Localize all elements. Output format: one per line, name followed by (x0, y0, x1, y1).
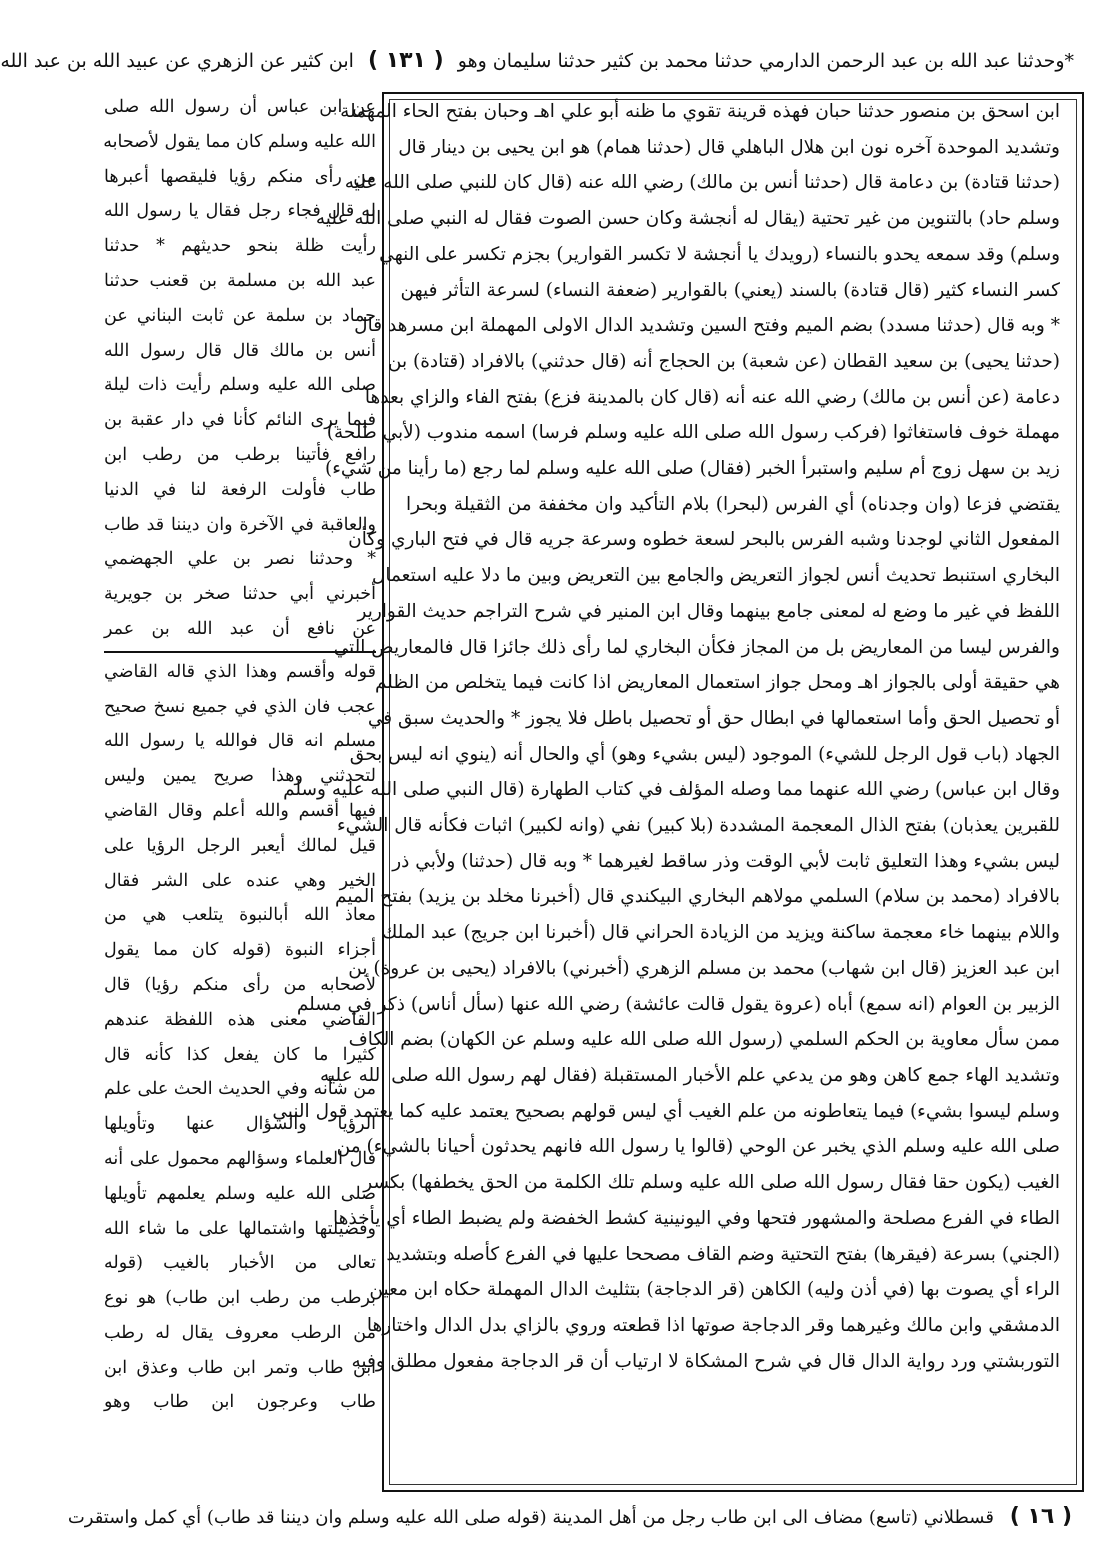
text-line: (حدثنا يحيى) بن سعيد القطان (عن شعبة) بن الحجاج أنه (قال حدثني) بالافراد (قتادة) بن (387, 350, 1060, 372)
text-line: (حدثنا قتادة) بن دعامة قال (حدثنا أنس بن مالك) رضي الله عنه (قال كان للنبي صلى الله عليه (344, 172, 1060, 194)
header-text-right: *وحدثنا عبد الله بن عبد الرحمن الدارمي حدثنا محمد بن كثير حدثنا سليمان وهو (457, 50, 1074, 72)
text-line: له قال فجاء رجل فقال يا رسول الله (104, 201, 376, 222)
header-page-number: ( ١٣١ ) (367, 48, 444, 73)
text-line: الطاء في الفرع مصلحة والمشهور فتحها وفي اليونينية كشط الخفضة ولم يضبط الطاء أي يأخذها (333, 1207, 1060, 1229)
text-line: واللام بينهما خاء معجمة ساكنة ويزيد من الزيادة الحراني قال (أخبرنا ابن جريج) عبد الملك (382, 922, 1060, 944)
text-line: وسلم حاد) بالتنوين من غير تحتية (يقال له أنجشة وكان حسن الصوت فقال له النبي صلى الله عليه (315, 208, 1060, 230)
text-line: * وحدثنا نصر بن علي الجهضمي (104, 549, 376, 570)
text-line: عن نافع أن عبد الله بن عمر (104, 618, 376, 639)
text-line: لتحدثني وهذا صريح يمين وليس (104, 766, 376, 787)
text-line: معاذ الله أبالنبوة يتلعب هي من (104, 905, 376, 926)
text-line: صلى الله عليه وسلم يعلمهم تأويلها (104, 1183, 376, 1204)
text-line: الرؤيا والسؤال عنها وتأويلها (104, 1114, 376, 1135)
text-line: دعامة (عن أنس بن مالك) رضي الله عنه أنه (قال كان بالمدينة فزع) بفتح الفاء والزاي بعدها (364, 386, 1060, 408)
text-line: تعالى من الأخبار بالغيب (قوله (104, 1253, 376, 1274)
text-line: أجزاء النبوة (قوله كان مما يقول (104, 940, 376, 961)
text-line: الله عليه وسلم كان مما يقول لأصحابه (103, 131, 376, 152)
text-line: القاضي معنى هذه اللفظة عندهم (104, 1009, 376, 1030)
text-line: فيما يرى النائم كأنا في دار عقبة بن (104, 410, 376, 431)
side-column (104, 90, 376, 1490)
text-line: بالافراد (محمد بن سلام) السلمي مولاهم البخاري البيكندي قال (أخبرنا مخلد بن يزيد) بفتح الميم (335, 886, 1060, 908)
text-line: صلى الله عليه وسلم رأيت ذات ليلة (104, 375, 376, 396)
text-line: الخير وهي عنده على الشر فقال (104, 870, 376, 891)
main-commentary-frame (272, 92, 1084, 1492)
text-line: رافع فأتينا برطب من رطب ابن (104, 444, 376, 465)
text-line: من رأى منكم رؤيا فليقصها أعبرها (104, 166, 376, 187)
text-line: وفضيلتها واشتمالها على ما شاء الله (104, 1218, 376, 1239)
text-line: ابن اسحق بن منصور حدثنا حبان فهذه قرينة تقوي ما ظنه أبو علي اهـ وحبان بفتح الحاء المهملة (340, 101, 1060, 122)
text-line: زيد بن سهل زوج أم سليم واستبرأ الخبر (فقال) صلى الله عليه وسلم لما رجع (ما رأينا من شيء) (325, 458, 1060, 480)
side-divider (104, 651, 376, 653)
text-line: البخاري استنبط تحديث أنس لجواز التعريض والجامع بين التعريض وبين ما دلا عليه استعمال (371, 565, 1060, 587)
text-line: (الجني) بسرعة (فيقرها) بفتح التحتية وضم القاف مصححا عليها في الفرع كأصله وبتشديد (386, 1243, 1060, 1265)
text-line: * وبه قال (حدثنا مسدد) بضم الميم وفتح السين وتشديد الدال الاولى المهملة ابن مسرهد قال (354, 315, 1060, 337)
footer-page-number: ( ١٦ ) (1009, 1504, 1072, 1529)
text-line: وتشديد الهاء جمع كاهن وهو من يدعي علم الأخبار المستقبلة (فقال لهم رسول الله صلى الله عليه (320, 1064, 1060, 1086)
text-line: حماد بن سلمة عن ثابت البناني عن (104, 305, 376, 326)
text-line: صلى الله عليه وسلم الذي يخبر عن الوحي (قالوا يا رسول الله فانهم يحدثون أحيانا بالشيء) من (336, 1136, 1060, 1158)
text-line: أخبرني أبي حدثنا صخر بن جويرية (104, 584, 376, 605)
text-line: الزبير بن العوام (انه سمع) أباه (عروة يقول قالت عائشة) رضي الله عنها (سأل أناس) ذكر في مسلم (296, 993, 1060, 1015)
text-line: والفرس ليسا من المعاريض بل من المجاز فكأن البخاري لما رأى ذلك جائزا قال فالمعاريض التي (333, 636, 1060, 658)
text-line: مسلم انه قال فوالله يا رسول الله (104, 731, 376, 752)
text-line: برطب من رطب ابن طاب) هو نوع (104, 1288, 376, 1309)
text-line: ممن سأل معاوية بن الحكم السلمي (رسول الله صلى الله عليه وسلم عن الكهان) بضم الكاف (348, 1029, 1060, 1051)
running-header (0, 36, 1074, 86)
text-line: المفعول الثاني لوجدنا وشبه الفرس بالبحر لسعة خطوه وسرعة جريه قال في فتح الباري وكأن (348, 529, 1060, 551)
text-line: اللفظ في غير ما وضع له لمعنى جامع بينهما وقال ابن المنير في شرح التراجم حديث القوارير (357, 600, 1060, 622)
main-commentary-text (272, 94, 1074, 1379)
text-line: مهملة خوف فاستغاثوا (فركب رسول الله صلى الله عليه وسلم فرسا) اسمه مندوب (لأبي طلحة) (326, 422, 1060, 444)
text-line: قيل لمالك أيعبر الرجل الرؤيا على (104, 835, 376, 856)
text-line: أو تحصيل الحق وأما استعمالها في ابطال حق أو تحصيل باطل فلا يجوز * والحديث سبق في (367, 707, 1060, 729)
text-line: طاب فأولت الرفعة لنا في الدنيا (104, 479, 376, 500)
text-line: عجب فان الذي في جميع نسخ صحيح (104, 696, 376, 717)
text-line: كثيرا ما كان يفعل كذا كأنه قال (104, 1044, 376, 1065)
text-line: والعاقبة في الآخرة وان ديننا قد طاب (104, 514, 376, 535)
text-line: الجهاد (باب قول الرجل للشيء) الموجود (ليس بشيء وهو) أي والحال أنه (ينوي انه ليس بحق (349, 743, 1060, 765)
text-line: الراء أي يصوت بها (في أذن وليه) الكاهن (قر الدجاجة) بتثليث الدال المهملة حكاه ابن معين (369, 1279, 1060, 1301)
text-line: وتشديد الموحدة آخره نون ابن هلال الباهلي قال (حدثنا همام) هو ابن يحيى بن دينار قال (398, 136, 1060, 158)
text-line: للقبرين يعذبان) بفتح الذال المعجمة المشددة (بلا كبير) نفي (وانه لكبير) اثبات فكأنه قال الشيء (336, 815, 1060, 837)
text-line: من شأنه وفي الحديث الحث على علم (104, 1079, 376, 1100)
side-hadith-text (104, 90, 376, 647)
text-line: الدمشقي وابن مالك وغيرهما وقر الدجاجة صوتها اذا قطعته وروي بالزاي بدل الدال واختارها (366, 1314, 1060, 1336)
text-line: من الرطب معروف يقال له رطب (104, 1322, 376, 1343)
text-line: قوله وأقسم وهذا الذي قاله القاضي (104, 661, 376, 682)
text-line: التوربشتي ورد رواية الدال قال في شرح المشكاة لا ارتياب أن قر الدجاجة مفعول مطلق وفيه (351, 1350, 1060, 1372)
text-line: وسلم ليسوا بشيء) فيما يتعاطونه من علم الغيب أي ليس قولهم بصحيح يعتمد عليه كما يعتمد قول النبي (272, 1100, 1060, 1122)
text-line: وسلم) وقد سمعه يحدو بالنساء (رويدك يا أنجشة لا تكسر القوارير) بجزم تكسر على النهي (379, 243, 1060, 265)
text-line: عبد الله بن مسلمة بن قعنب حدثنا (104, 270, 376, 291)
footer-text: قسطلاني (تاسع) مضاف الى ابن طاب رجل من أهل المدينة (قوله صلى الله عليه وسلم وان ديننا قد طاب) أي كمل واستقرت (67, 1507, 994, 1528)
text-line: ابن طاب وتمر ابن طاب وعذق ابن (104, 1357, 376, 1378)
header-text-left: ابن كثير عن الزهري عن عبيد الله بن عبد الله (0, 50, 354, 72)
text-line: هي حقيقة أولى بالجواز اهـ ومحل جواز استعمال المعاريض اذا كانت فيما يتخلص من الظلم (374, 672, 1060, 694)
text-line: لأصحابه من رأى منكم رؤيا) قال (104, 974, 376, 995)
text-line: عن ابن عباس أن رسول الله صلى (104, 97, 376, 117)
side-notes-text (104, 655, 376, 1421)
text-line: قال العلماء وسؤالهم محمول على أنه (104, 1148, 376, 1169)
text-line: الغيب (يكون حقا فقال رسول الله صلى الله عليه وسلم تلك الكلمة من الحق يخطفها) بكسر (363, 1172, 1060, 1194)
text-line: وقال ابن عباس) رضي الله عنهما مما وصله المؤلف في كتاب الطهارة (قال النبي صلى الله عليه وسلم (283, 779, 1060, 801)
text-line: أنس بن مالك قال قال رسول الله (104, 340, 376, 361)
text-line: يقتضي فزعا (وان وجدناه) أي الفرس (لبحرا) بلام التأكيد وان مخففة من الثقيلة وبحرا (406, 493, 1060, 515)
text-line: ليس بشيء وهذا التعليق ثابت لأبي الوقت وذر ساقط لغيرهما * وبه قال (حدثنا) ولأبي ذر (392, 850, 1060, 872)
text-line: طاب وعرجون ابن طاب وهو (104, 1392, 376, 1413)
text-line: رأيت ظلة بنحو حديثهم * حدثنا (104, 236, 376, 257)
text-line: فيها أقسم والله أعلم وقال القاضي (104, 800, 376, 821)
text-line: كسر النساء كثير (قال قتادة) بالسند (يعني) بالقوارير (ضعفة النساء) لسرعة التأثر فيهن (400, 279, 1060, 301)
text-line: ابن عبد العزيز (قال ابن شهاب) محمد بن مسلم الزهري (أخبرني) بالافراد (يحيى بن عروة) بن (348, 957, 1060, 979)
page-footer (67, 1493, 1072, 1541)
